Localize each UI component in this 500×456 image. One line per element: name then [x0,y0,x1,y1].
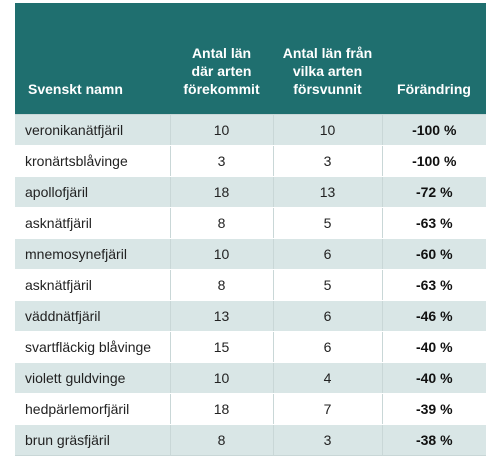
table-header [15,3,486,115]
cell-change: -39 % [382,394,486,425]
table-row [15,239,486,270]
cell-change: -40 % [382,332,486,363]
table-row [15,177,486,208]
cell-count: 8 [170,208,273,239]
header-county-count-line1: Antal län [191,45,252,61]
cell-name: kronärtsblåvinge [15,146,170,177]
cell-count: 10 [170,239,273,270]
cell-count: 10 [170,363,273,394]
cell-change: -63 % [382,208,486,239]
cell-name: asknätfjäril [15,208,170,239]
cell-name: brun gräsfjäril [15,425,170,456]
cell-lost: 6 [273,301,382,332]
header-county-lost-line3: försvunnit [293,81,362,97]
cell-count: 15 [170,332,273,363]
header-county-lost-line2: vilka arten [292,63,363,79]
cell-name: asknätfjäril [15,270,170,301]
cell-count: 18 [170,394,273,425]
cell-name: veronikanätfjäril [15,115,170,146]
table-row [15,115,486,146]
cell-lost: 13 [273,177,382,208]
cell-name: apollofjäril [15,177,170,208]
header-county-count [170,3,273,115]
table-row [15,301,486,332]
header-change: Förändring [382,3,486,115]
cell-count: 8 [170,425,273,456]
cell-change: -100 % [382,146,486,177]
table-row [15,332,486,363]
cell-name: svartfläckig blåvinge [15,332,170,363]
cell-lost: 3 [273,146,382,177]
cell-lost: 3 [273,425,382,456]
cell-name: violett guldvinge [15,363,170,394]
cell-change: -40 % [382,363,486,394]
cell-change: -38 % [382,425,486,456]
cell-count: 18 [170,177,273,208]
cell-lost: 5 [273,208,382,239]
table-row [15,208,486,239]
cell-lost: 5 [273,270,382,301]
cell-name: mnemosynefjäril [15,239,170,270]
cell-count: 13 [170,301,273,332]
header-row [15,3,486,115]
cell-change: -46 % [382,301,486,332]
table-row [15,146,486,177]
cell-name: hedpärlemorfjäril [15,394,170,425]
header-county-count-line3: förekommit [183,81,260,97]
cell-lost: 6 [273,239,382,270]
species-table-container [15,3,486,456]
cell-lost: 7 [273,394,382,425]
table-row [15,425,486,456]
table-row [15,270,486,301]
cell-lost: 10 [273,115,382,146]
header-county-lost [273,3,382,115]
cell-change: -63 % [382,270,486,301]
table-row [15,363,486,394]
cell-change: -100 % [382,115,486,146]
header-county-count-line2: där arten [191,63,252,79]
cell-change: -60 % [382,239,486,270]
cell-change: -72 % [382,177,486,208]
cell-name: väddnätfjäril [15,301,170,332]
cell-count: 10 [170,115,273,146]
cell-lost: 6 [273,332,382,363]
species-change-table [15,3,486,456]
cell-lost: 4 [273,363,382,394]
table-row [15,394,486,425]
cell-count: 8 [170,270,273,301]
table-body [15,115,486,456]
header-swedish-name: Svenskt namn [15,3,170,115]
cell-count: 3 [170,146,273,177]
header-county-lost-line1: Antal län från [282,45,373,61]
